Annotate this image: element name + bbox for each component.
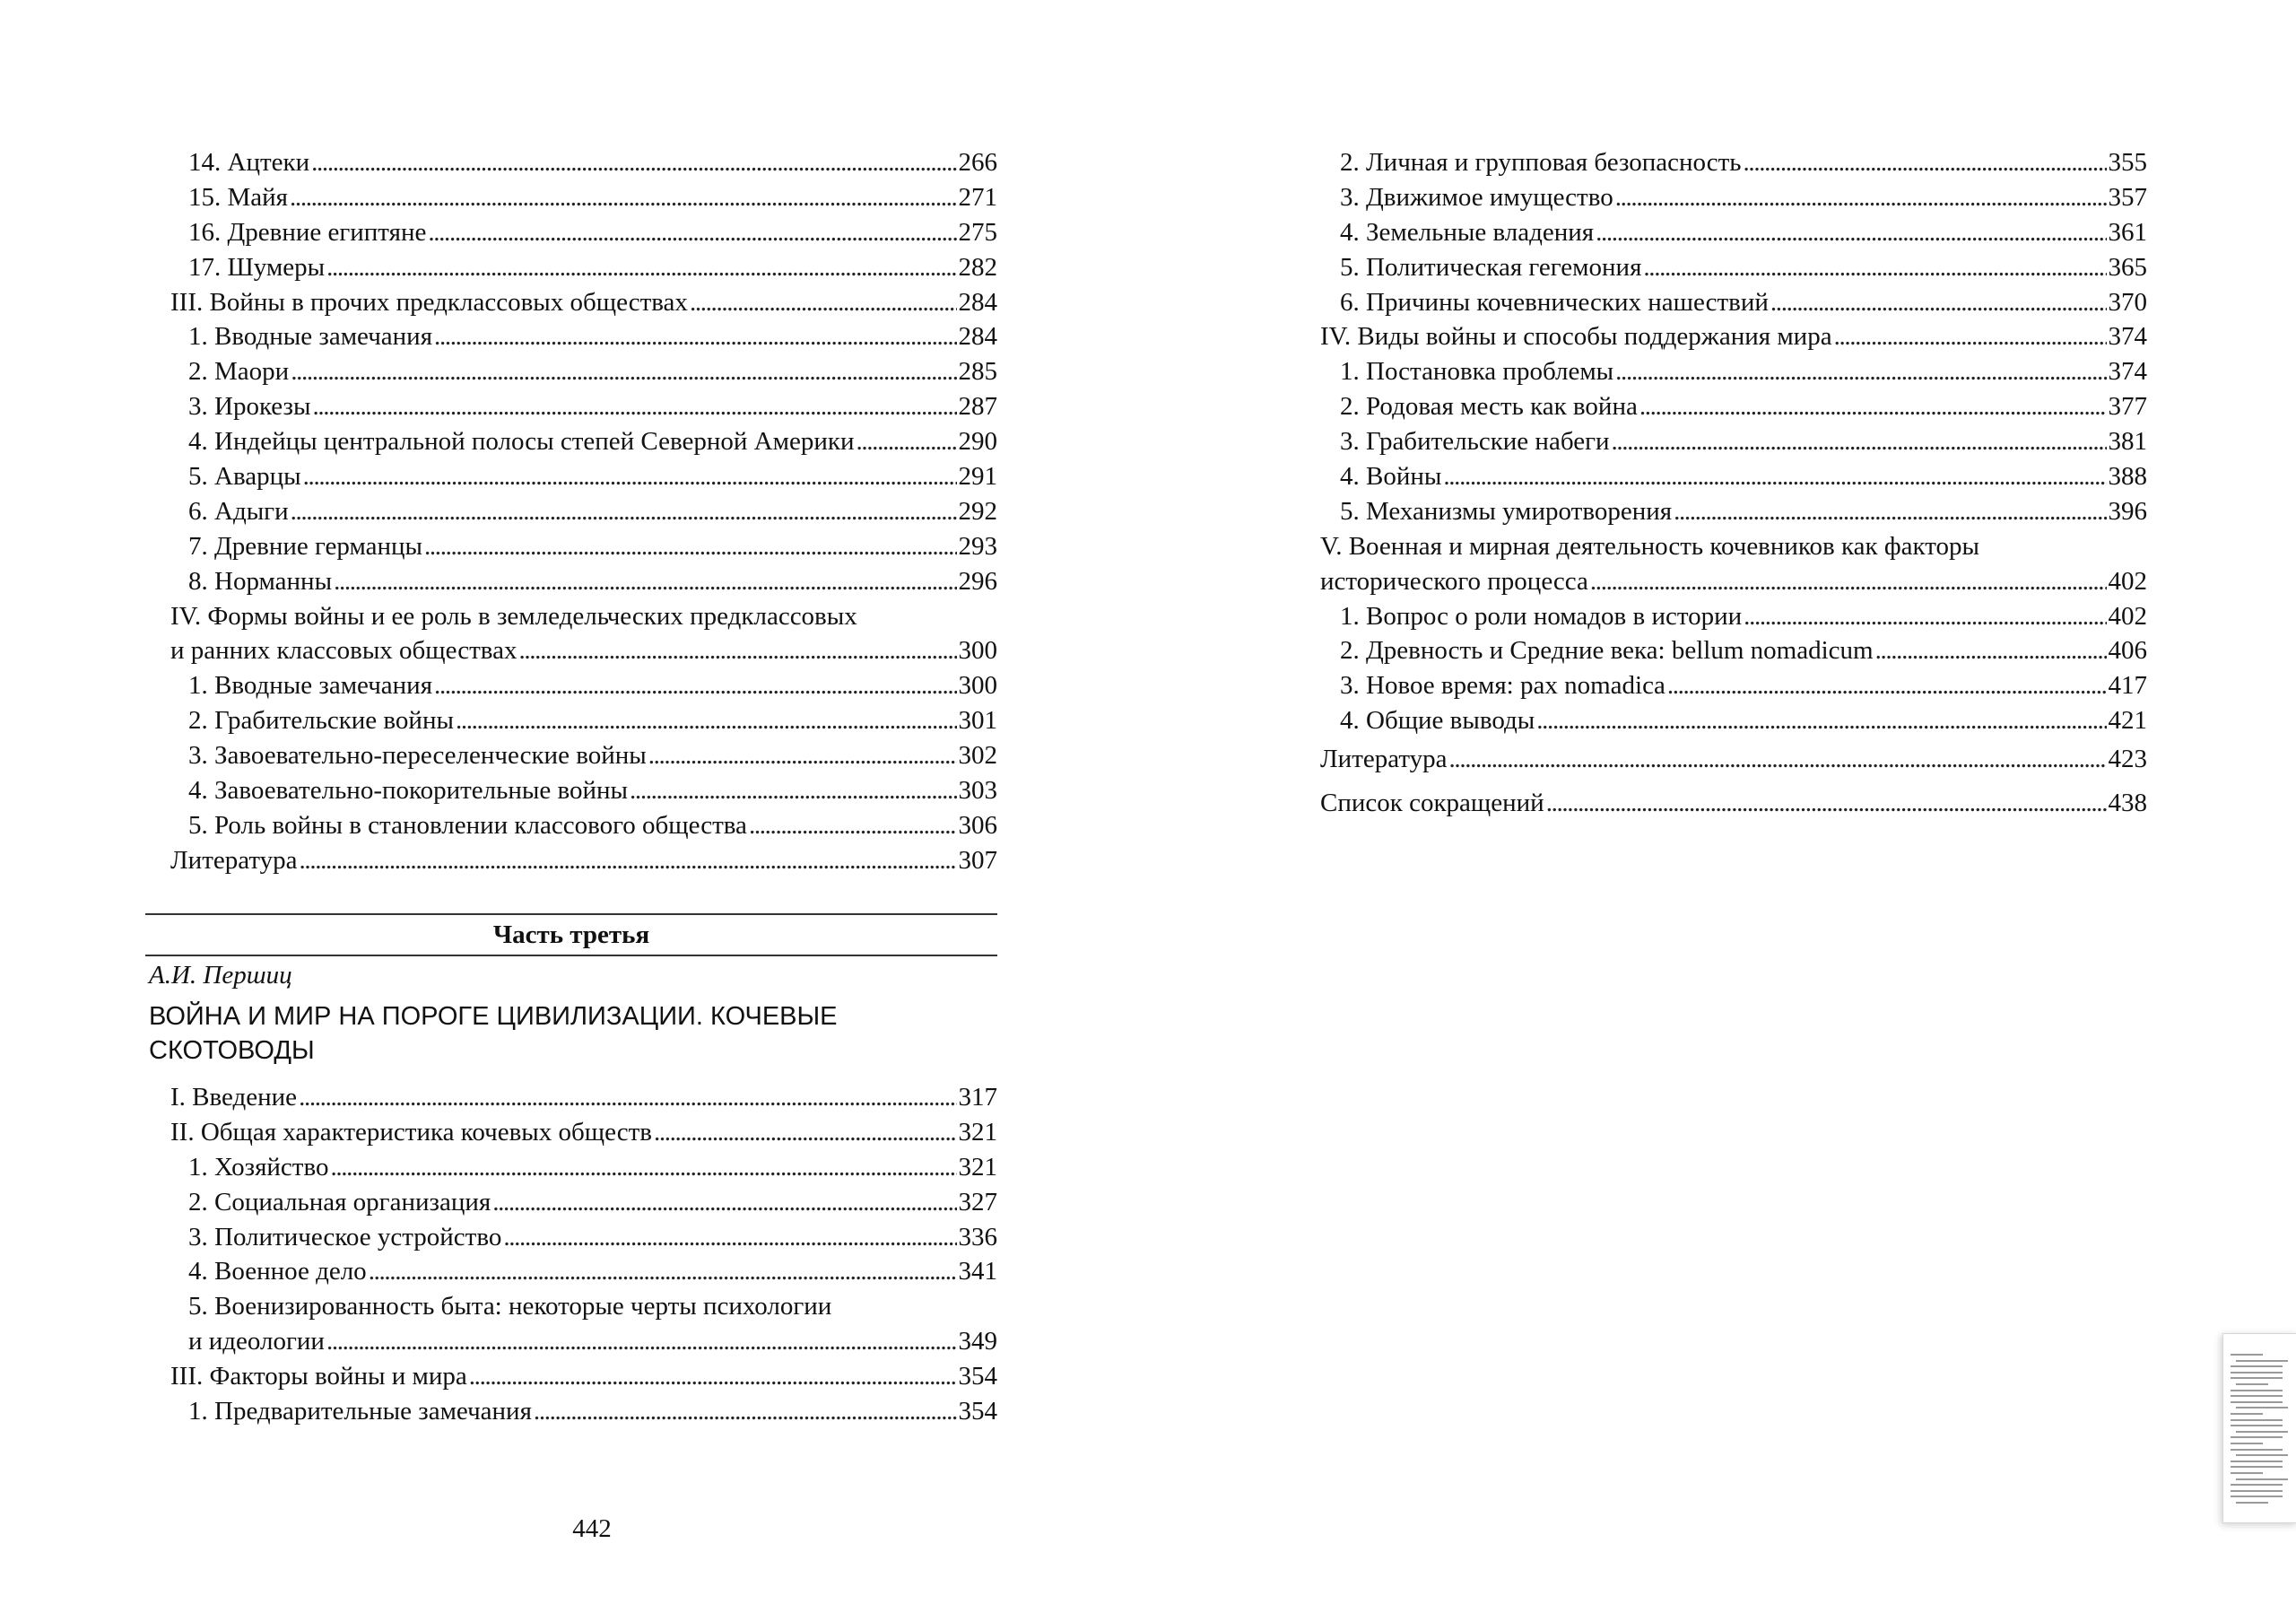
dot-leader [290,180,956,215]
dot-leader [1611,424,2106,459]
thumbnail-line [2231,1496,2283,1497]
dot-leader [654,1115,957,1150]
toc-entry [1320,564,2147,599]
toc-entry-title: Список сокращений [1320,789,1544,818]
toc-entry-title: 15. Майя [188,182,289,212]
toc-entry-page: 354 [958,1397,997,1426]
dot-leader [630,773,956,808]
thumbnail-line [2231,1419,2283,1421]
dot-leader [1615,354,2106,389]
toc-entry [145,1115,997,1150]
toc-entry-title: 4. Военное дело [188,1257,367,1286]
dot-leader [1590,564,2107,599]
thumbnail-line [2236,1407,2288,1408]
toc-entry-page: 271 [958,182,997,212]
thumbnail-line [2236,1431,2288,1433]
thumbnail-line [2231,1354,2263,1356]
thumbnail-line [2236,1383,2268,1385]
dot-leader [299,1080,956,1115]
toc-entry-page: 421 [2108,706,2147,736]
thumbnail-line [2231,1377,2283,1379]
toc-entry-title: 6. Причины кочевнических нашествий [1340,287,1769,317]
dot-leader [312,389,956,424]
toc-entry-page: 417 [2108,671,2147,701]
toc-entry-page: 402 [2108,601,2147,631]
dot-leader [690,285,957,320]
toc-entry [145,668,997,703]
dot-leader [1639,389,2107,424]
toc-entry-page: 266 [958,148,997,177]
toc-entry [145,459,997,494]
dot-leader [1643,250,2106,285]
toc-entry-title: 5. Механизмы умиротворения [1340,496,1673,526]
dot-leader [300,843,957,878]
dot-leader [1674,494,2106,529]
toc-entry-page: 300 [958,636,997,666]
toc-entry-title: 2. Грабительские войны [188,706,454,736]
dot-leader [749,808,957,843]
toc-entry [1320,145,2147,180]
toc-entry-title: 1. Вопрос о роли номадов в истории [1340,601,1743,631]
toc-entry-page: 285 [958,357,997,387]
thumbnail-line [2231,1395,2283,1397]
toc-entry-title: 2. Родовая месть как война [1340,392,1638,422]
thumbnail-line [2231,1484,2283,1486]
toc-entry-title: IV. Виды войны и способы поддержания мира [1320,322,1832,352]
toc-entry-title: 4. Общие выводы [1340,706,1535,736]
toc-entry-title: 2. Древность и Средние века: bellum nomadicum [1340,636,1874,666]
toc-entry-title: 7. Древние германцы [188,531,422,561]
toc-entry-title: 3. Новое время: pax nomadica [1340,671,1665,701]
thumbnail-line [2231,1390,2283,1391]
page-thumbnail[interactable] [2222,1333,2296,1523]
toc-entry [145,773,997,808]
thumbnail-line [2231,1490,2283,1492]
toc-entry-title: II. Общая характеристика кочевых обществ [170,1117,652,1147]
thumbnail-line [2236,1502,2268,1504]
toc-entry [145,285,997,320]
toc-entry-title: 5. Роль войны в становлении классового общества [188,810,747,840]
toc-entry-page: 438 [2108,789,2147,818]
toc-entry [1320,250,2147,285]
toc-entry-page: 327 [958,1187,997,1216]
thumbnail-line [2236,1360,2288,1362]
dot-leader [1744,145,2107,180]
toc-part-three [145,1080,997,1429]
toc-entry-title: 3. Завоевательно-переселенческие войны [188,741,647,771]
toc-entry [145,738,997,773]
toc-entry [145,843,997,878]
toc-entry-title: 1. Вводные замечания [188,671,433,701]
dot-leader [428,215,956,250]
dot-leader [456,703,957,738]
dot-leader [518,633,956,668]
dot-leader [1449,742,2107,777]
part-header: Часть третья [145,913,997,956]
toc-entry [1320,668,2147,703]
toc-entry-title: III. Войны в прочих предклассовых обществах [170,287,688,317]
dot-leader [311,145,956,180]
dot-leader [534,1394,957,1429]
toc-entry-page: 336 [958,1222,997,1251]
toc-entry-page: 300 [958,671,997,701]
toc-entry-title: 8. Норманны [188,566,333,596]
toc-entry [145,1359,997,1394]
toc-entry-title: Литература [170,845,298,875]
toc-entry-page: 301 [958,706,997,736]
toc-entry-title: 14. Ацтеки [188,148,310,177]
toc-entry-title: 3. Ирокезы [188,392,311,422]
dot-leader [1615,180,2107,215]
thumbnail-line [2231,1461,2283,1462]
toc-entry-page: 284 [958,322,997,352]
thumbnail-line [2231,1413,2263,1415]
toc-entry [1320,599,2147,634]
toc-entry-title: 1. Вводные замечания [188,322,433,352]
toc-entry [145,1080,997,1115]
toc-entry-continued: 5. Военизированность быта: некоторые черты психологии [188,1292,832,1321]
dot-leader [434,319,956,354]
dot-leader [469,1359,957,1394]
toc-entry-page: 292 [958,496,997,526]
toc-entry-page: 282 [958,252,997,282]
toc-entry [1320,389,2147,424]
toc-entry-title: III. Факторы войны и мира [170,1362,467,1391]
toc-entry-title: 4. Индейцы центральной полосы степей Северной Америки [188,427,855,457]
toc-entry-page: 291 [958,462,997,492]
toc-entry [145,529,997,564]
page-number: 442 [572,1514,612,1543]
toc-entry-page: 361 [2108,217,2147,247]
thumbnail-line [2231,1472,2263,1474]
dot-leader [291,494,957,529]
toc-entry [145,1324,997,1359]
toc-entry [145,180,997,215]
toc-entry-page: 354 [958,1362,997,1391]
thumbnail-line [2231,1372,2283,1373]
toc-entry-page: 381 [2108,427,2147,457]
toc-entry-title: I. Введение [170,1083,298,1112]
toc-entry-page: 349 [958,1327,997,1356]
toc-entry-title: 17. Шумеры [188,252,326,282]
dot-leader [1443,459,2106,494]
toc-entry-page: 423 [2108,745,2147,774]
toc-entry-title: 1. Постановка проблемы [1340,357,1614,387]
toc-entry [1320,424,2147,459]
dot-leader [291,354,956,389]
dot-leader [1536,703,2106,738]
toc-entry-page: 306 [958,810,997,840]
toc-entry [145,250,997,285]
toc-entry-page: 365 [2108,252,2147,282]
toc-entry-page: 357 [2108,182,2147,212]
toc-entry [145,1220,997,1255]
toc-entry [145,354,997,389]
toc-left-column [145,145,997,878]
toc-entry [145,808,997,843]
toc-entry-page: 321 [958,1117,997,1147]
toc-entry [1320,354,2147,389]
dot-leader [369,1254,957,1289]
thumbnail-line [2231,1443,2263,1444]
toc-entry-page: 302 [958,741,997,771]
toc-entry-title: 16. Древние египтяне [188,217,427,247]
toc-entry-title: 3. Политическое устройство [188,1222,502,1251]
dot-leader [1546,786,2107,821]
toc-entry [1320,494,2147,529]
dot-leader [1596,215,2106,250]
toc-entry [1320,703,2147,738]
toc-entry-title: 5. Аварцы [188,462,301,492]
thumbnail-line [2231,1466,2283,1468]
toc-entry [1320,180,2147,215]
dot-leader [334,564,956,599]
thumbnail-line [2231,1401,2283,1403]
dot-leader [1875,633,2107,668]
toc-entry [145,424,997,459]
toc-entry [1320,215,2147,250]
dot-leader [330,1150,956,1185]
toc-entry-page: 275 [958,217,997,247]
thumbnail-line [2231,1425,2283,1426]
thumbnail-line [2236,1454,2288,1456]
toc-entry [145,319,997,354]
toc-entry-page: 374 [2108,357,2147,387]
toc-entry [1320,742,2147,777]
toc-entry-title: исторического процесса [1320,566,1588,596]
toc-entry-page: 402 [2108,566,2147,596]
toc-entry-title: 4. Завоевательно-покорительные войны [188,776,629,806]
toc-entry [1320,319,2147,354]
toc-entry-title: 1. Хозяйство [188,1152,329,1182]
toc-entry-title: 2. Маори [188,357,290,387]
dot-leader [326,250,956,285]
part-title: ВОЙНА И МИР НА ПОРОГЕ ЦИВИЛИЗАЦИИ. КОЧЕВЫЕ СКОТОВОДЫ [149,1002,838,1065]
thumbnail-line [2236,1478,2288,1480]
toc-entry-continued: V. Военная и мирная деятельность кочевников как факторы [1320,531,1979,561]
toc-entry-page: 341 [958,1257,997,1286]
toc-entry-title: 2. Социальная организация [188,1187,491,1216]
toc-entry-page: 284 [958,287,997,317]
toc-entry-title: 4. Земельные владения [1340,217,1595,247]
dot-leader [1667,668,2107,703]
thumbnail-line [2231,1365,2283,1367]
toc-entry [145,1254,997,1289]
toc-entry [145,564,997,599]
dot-leader [434,668,956,703]
toc-entry-title: 5. Политическая гегемония [1340,252,1642,282]
toc-entry-page: 388 [2108,462,2147,492]
toc-entry [145,633,997,668]
toc-entry [1320,786,2147,821]
toc-entry-page: 377 [2108,392,2147,422]
toc-entry [145,494,997,529]
dot-leader [1744,599,2106,634]
toc-entry-page: 355 [2108,148,2147,177]
toc-entry-title: 6. Адыги [188,496,289,526]
dot-leader [856,424,956,459]
toc-entry-title: 2. Личная и групповая безопасность [1340,148,1742,177]
toc-entry-page: 317 [958,1083,997,1112]
toc-entry-title: Литература [1320,745,1448,774]
dot-leader [326,1324,957,1359]
toc-entry [1320,633,2147,668]
toc-entry-page: 303 [958,776,997,806]
toc-entry-title: и ранних классовых обществах [170,636,517,666]
author-name: А.И. Першиц [149,961,292,990]
dot-leader [492,1185,956,1220]
toc-entry-title: 3. Грабительские набеги [1340,427,1610,457]
thumbnail-line [2231,1449,2283,1451]
toc-entry [145,389,997,424]
toc-entry [145,703,997,738]
toc-right-column [1320,145,2147,821]
toc-entry [145,215,997,250]
dot-leader [648,738,957,773]
dot-leader [503,1220,956,1255]
dot-leader [1770,285,2107,320]
toc-entry-page: 321 [958,1152,997,1182]
toc-entry-page: 396 [2108,496,2147,526]
toc-entry-page: 406 [2108,636,2147,666]
toc-entry-page: 374 [2108,322,2147,352]
toc-entry [1320,285,2147,320]
toc-entry-title: и идеологии [188,1327,325,1356]
toc-entry-title: 4. Войны [1340,462,1442,492]
toc-entry-page: 370 [2108,287,2147,317]
toc-entry [1320,459,2147,494]
toc-entry-page: 290 [958,427,997,457]
toc-entry-page: 296 [958,566,997,596]
toc-entry-page: 287 [958,392,997,422]
dot-leader [424,529,957,564]
toc-entry-continued: IV. Формы войны и ее роль в земледельческих предклассовых [170,601,857,631]
dot-leader [303,459,957,494]
toc-entry-page: 293 [958,531,997,561]
thumbnail-line [2231,1436,2283,1438]
toc-entry [145,1150,997,1185]
toc-entry [145,1185,997,1220]
toc-entry-title: 1. Предварительные замечания [188,1397,532,1426]
dot-leader [1834,319,2107,354]
toc-entry-page: 307 [958,845,997,875]
toc-entry [145,1394,997,1429]
toc-entry-title: 3. Движимое имущество [1340,182,1613,212]
toc-entry [145,145,997,180]
